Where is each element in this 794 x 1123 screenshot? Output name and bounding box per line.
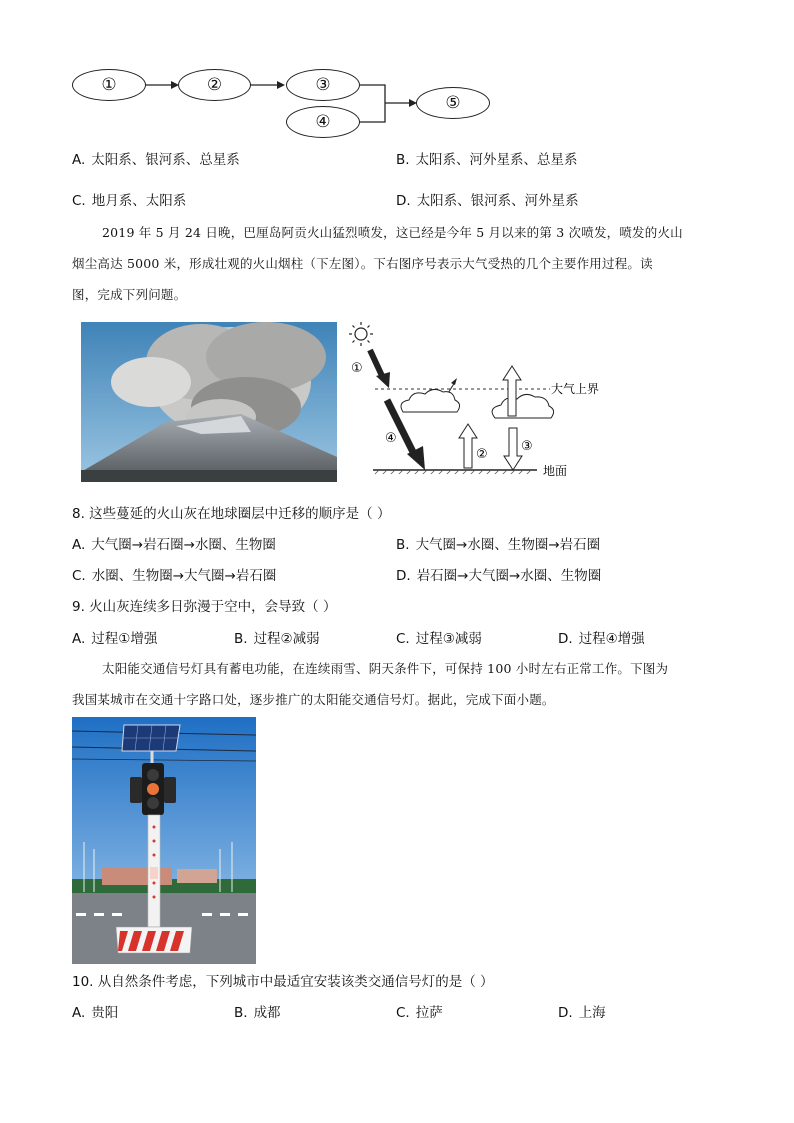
q7-option-c[interactable]: C. 地月系、太阳系 (72, 193, 187, 209)
q10-option-a[interactable]: A. 贵阳 (72, 1005, 119, 1021)
q9-option-d[interactable]: D. 过程④增强 (558, 631, 645, 647)
sun-icon (349, 322, 373, 346)
ground-label: 地面 (543, 464, 568, 478)
q7-option-a[interactable]: A. 太阳系、银河系、总星系 (72, 152, 240, 168)
q10-option-d[interactable]: D. 上海 (558, 1005, 606, 1021)
volcano-photo (81, 322, 337, 482)
passage1-line2: 烟尘高达 5000 米，形成壮观的火山烟柱（下左图）。下右图序号表示大气受热的几个主要作用过程。读 (72, 256, 653, 271)
q10-option-b[interactable]: B. 成都 (234, 1005, 281, 1021)
flow-node-2: ② (178, 69, 251, 101)
passage2-line2: 我国某城市在交通十字路口处，逐步推广的太阳能交通信号灯。据此，完成下面小题。 (72, 692, 555, 707)
diagram-label-1: ① (351, 361, 363, 376)
passage1-line3: 图，完成下列问题。 (72, 287, 187, 302)
passage1-line1: 2019 年 5 月 24 日晚，巴厘岛阿贡火山猛烈喷发，这已经是今年 5 月以来的第 3 次喷发，喷发的火山 (102, 225, 683, 240)
q8-option-a[interactable]: A. 大气圈→岩石圈→水圈、生物圈 (72, 537, 276, 553)
q8-stem: 8. 这些蔓延的火山灰在地球圈层中迁移的顺序是（ ） (72, 506, 391, 522)
atmosphere-heating-diagram (345, 320, 615, 482)
q10-stem: 10. 从自然条件考虑，下列城市中最适宜安装该类交通信号灯的是（ ） (72, 974, 494, 990)
q9-option-c[interactable]: C. 过程③减弱 (396, 631, 482, 647)
diagram-label-4: ④ (385, 431, 397, 446)
q9-stem: 9. 火山灰连续多日弥漫于空中，会导致（ ） (72, 599, 337, 615)
flow-node-5: ⑤ (416, 87, 490, 119)
q8-option-d[interactable]: D. 岩石圈→大气圈→水圈、生物圈 (396, 568, 602, 584)
q7-option-b[interactable]: B. 太阳系、河外星系、总星系 (396, 152, 578, 168)
flow-node-3: ③ (286, 69, 360, 101)
q9-option-b[interactable]: B. 过程②减弱 (234, 631, 320, 647)
diagram-label-3: ③ (521, 439, 533, 454)
diagram-label-2: ② (476, 447, 488, 462)
q8-option-c[interactable]: C. 水圈、生物圈→大气圈→岩石圈 (72, 568, 277, 584)
q8-option-b[interactable]: B. 大气圈→水圈、生物圈→岩石圈 (396, 537, 601, 553)
q10-option-c[interactable]: C. 拉萨 (396, 1005, 443, 1021)
flow-node-4: ④ (286, 106, 360, 138)
upper-atmosphere-label: 大气上界 (551, 382, 600, 396)
passage2-line1: 太阳能交通信号灯具有蓄电功能，在连续雨雪、阴天条件下，可保持 100 小时左右正常工作。下图为 (102, 661, 669, 676)
q7-option-d[interactable]: D. 太阳系、银河系、河外星系 (396, 193, 579, 209)
solar-traffic-light-photo (72, 717, 256, 964)
q9-option-a[interactable]: A. 过程①增强 (72, 631, 158, 647)
flow-node-1: ① (72, 69, 146, 101)
